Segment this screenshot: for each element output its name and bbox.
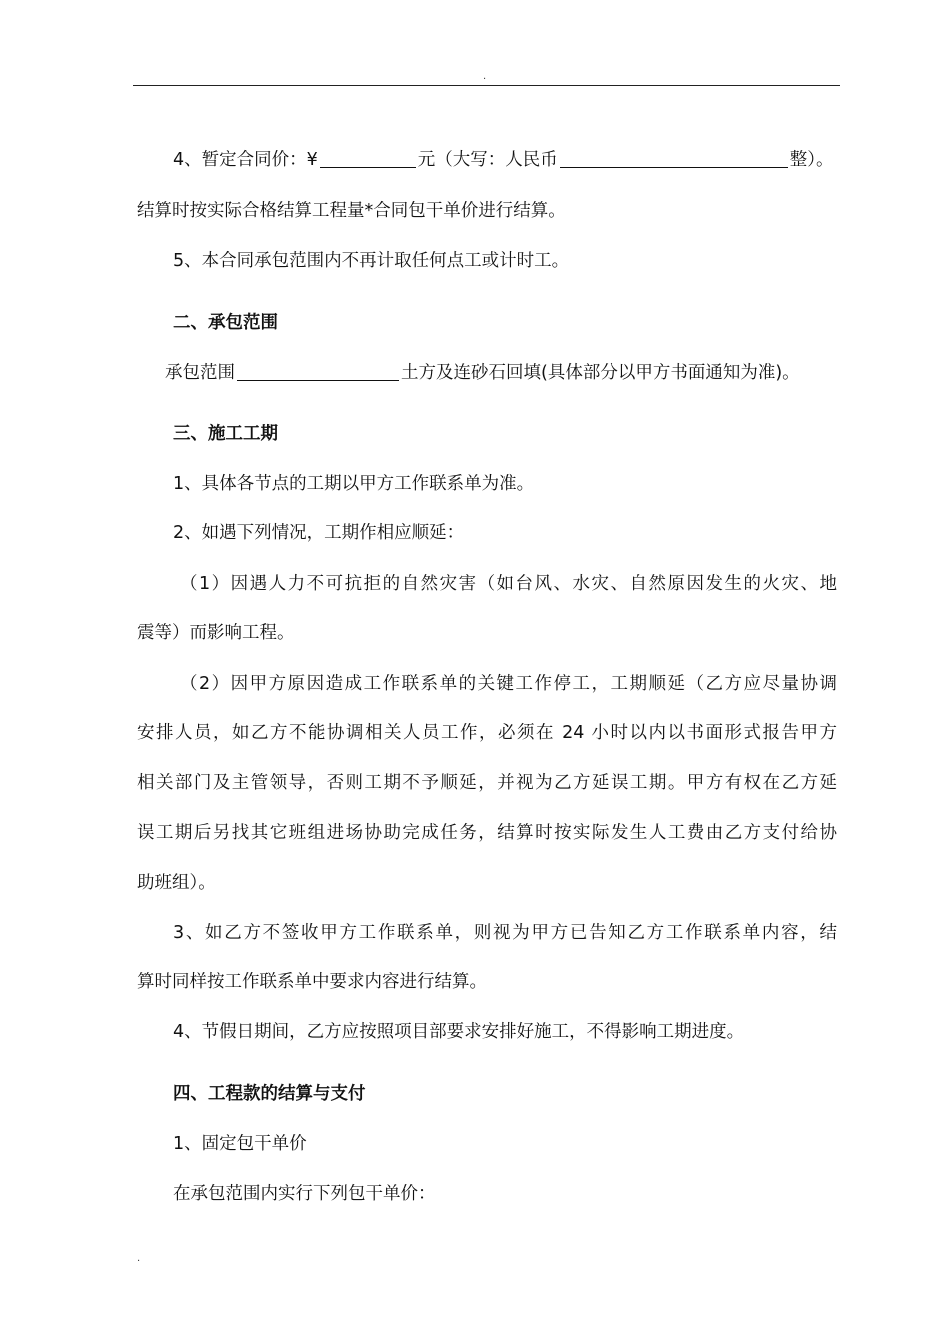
header-mark: . <box>483 71 487 82</box>
clause-3-3-line-2: 算时同样按工作联系单中要求内容进行结算。 <box>137 972 487 992</box>
price-label: 4、暂定合同价：¥ <box>173 150 318 170</box>
footer-mark: . <box>137 1253 141 1264</box>
clause-3-2-2-line-4: 误工期后另找其它班组进场协助完成任务，结算时按实际发生人工费由乙方支付给协 <box>137 823 837 843</box>
price-uppercase-label: 元（大写：人民币 <box>417 150 558 170</box>
clause-4-1-intro: 在承包范围内实行下列包干单价： <box>173 1184 436 1204</box>
scope-line <box>165 361 800 385</box>
clause-3-3-line-1: 3、如乙方不签收甲方工作联系单，则视为甲方已告知乙方工作联系单内容，结 <box>173 923 837 943</box>
clause-3-2-2-line-3: 相关部门及主管领导，否则工期不予顺延，并视为乙方延误工期。甲方有权在乙方延 <box>137 773 837 793</box>
price-uppercase-blank <box>560 149 788 168</box>
clause-3-4: 4、节假日期间，乙方应按照项目部要求安排好施工，不得影响工期进度。 <box>173 1022 745 1042</box>
contract-price-line <box>173 148 834 172</box>
price-amount-blank <box>320 149 416 168</box>
clause-3-2: 2、如遇下列情况，工期作相应顺延： <box>173 523 465 543</box>
scope-text: 土方及连砂石回填(具体部分以甲方书面通知为准)。 <box>401 363 800 383</box>
settlement-line: 结算时按实际合格结算工程量*合同包干单价进行结算。 <box>137 201 566 221</box>
price-suffix: 整）。 <box>789 150 834 170</box>
header-rule <box>133 85 840 86</box>
item-5: 5、本合同承包范围内不再计取任何点工或计时工。 <box>173 251 570 271</box>
clause-3-1: 1、具体各节点的工期以甲方工作联系单为准。 <box>173 474 535 494</box>
clause-3-2-2-line-5: 助班组）。 <box>137 873 216 893</box>
section-4-title: 四、工程款的结算与支付 <box>173 1084 366 1104</box>
section-2-title: 二、承包范围 <box>173 313 278 333</box>
scope-label: 承包范围 <box>165 363 235 383</box>
clause-3-2-1-line-1: （1）因遇人力不可抗拒的自然灾害（如台风、水灾、自然原因发生的火灾、地 <box>180 574 837 594</box>
clause-4-1: 1、固定包干单价 <box>173 1134 307 1154</box>
section-3-title: 三、施工工期 <box>173 424 278 444</box>
clause-3-2-2-line-2: 安排人员，如乙方不能协调相关人员工作，必须在 24 小时以内以书面形式报告甲方 <box>137 723 837 743</box>
clause-3-2-1-line-2: 震等）而影响工程。 <box>137 623 295 643</box>
scope-blank <box>237 362 399 381</box>
clause-3-2-2-line-1: （2）因甲方原因造成工作联系单的关键工作停工，工期顺延（乙方应尽量协调 <box>180 674 837 694</box>
